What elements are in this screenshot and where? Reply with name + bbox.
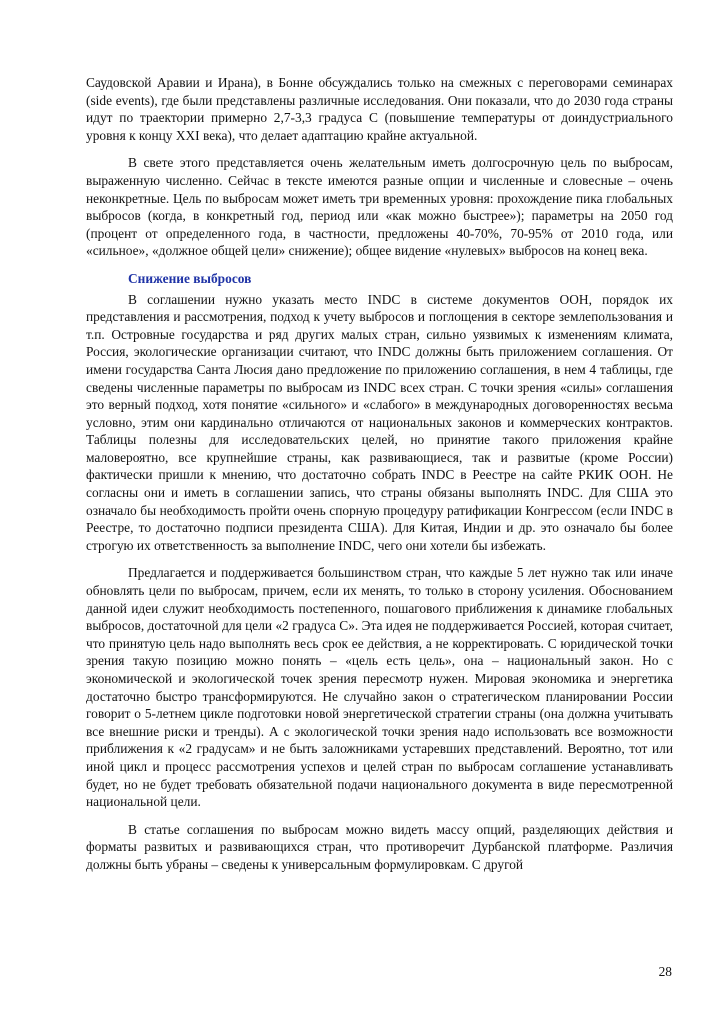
paragraph-five-year-cycle: Предлагается и поддерживается большинством стран, что каждые 5 лет нужно так или иначе обновлять цели по выбросам, причем, если их менять, то только в сторону усиления. Обоснованием данной идеи служит необходимость постепенного, пошагового приближения к динамике глобальных выбросов, достаточной для цели «2 градуса С». Эта идея не поддерживается Россией, которая считает, что принятую цель надо выполнять весь срок ее действия, а не корректировать. С юридической точки зрения такую позицию можно понять – «цель есть цель», она – национальный закон. Но с экономической и экологической точек зрения пересмотр нужен. Мировая экономика и энергетика достаточно быстро трансформируются. Не случайно закон о стратегическом планировании России говорит о 5-летнем цикле подготовки новой энергетической стратегии страны (она должна учитывать все внешние риски и тренды). А с экологической точки зрения надо использовать все возможности приближения к «2 градусам» и не быть заложниками устаревших представлений. Вероятно, тот или иной цикл и процесс рассмотрения успехов и целей стран по выбросам соглашение устанавливать будет, но не будет требовать обязательной подачи национального документа в виде пересмотренной национальной цели. (86, 565, 673, 810)
section-heading: Снижение выбросов (128, 270, 252, 286)
page-number: 28 (658, 964, 672, 979)
document-page (86, 74, 673, 884)
paragraph-emissions-article: В статье соглашения по выбросам можно видеть массу опций, разделяющих действия и форматы развитых и развивающихся стран, что противоречит Дурбанской платформе. Различия должны быть убраны – сведены к универсальным формулировкам. С другой (86, 821, 673, 872)
paragraph-continuation: Саудовской Аравии и Ирана), в Бонне обсуждались только на смежных с переговорами семинарах (side events), где были представлены различные исследования. Они показали, что до 2030 года страны идут по траектории примерно 2,7-3,3 градуса С (повышение температуры от доиндустриального уровня к концу XXI века), что делает адаптацию крайне актуальной. (86, 75, 673, 143)
paragraph-indc: В соглашении нужно указать место INDC в системе документов ООН, порядок их представления и рассмотрения, подход к учету выбросов и поглощения в секторе землепользования и т.п. Островные государства и ряд других малых стран, сильно уязвимых к изменениям климата, Россия, экологические организации считают, что INDC должны быть приложением соглашения. От имени государства Санта Люсия дано предложение по приложению соглашения, в нем 4 таблицы, где сведены численные параметры по выбросам из INDC всех стран. С точки зрения «силы» соглашения это верный подход, хотя понятие «сильного» и «слабого» в международных договоренностях весьма условно, этим они кардинально отличаются от национальных законов и коммерческих контрактов. Таблицы полезны для исследовательских целей, но принятие такого приложения крайне маловероятно, все крупнейшие страны, как развивающиеся, так и развитые (кроме России) фактически пришли к мнению, что достаточно собрать INDC в Реестре на сайте РКИК ООН. Не согласны они и иметь в соглашении запись, что страны обязаны выполнять INDC. Для США это означало бы необходимость пройти очень спорную процедуру ратификации Конгрессом (если INDC в Реестре, то достаточно подписи президента США). Для Китая, Индии и др. это означало бы более строгую их ответственность за выполнение INDC, чего они хотели бы избежать. (86, 291, 673, 553)
paragraph-long-term-goal: В свете этого представляется очень желательным иметь долгосрочную цель по выбросам, выраженную численно. Сейчас в тексте имеются разные опции и численные и словесные – очень неконкретные. Цель по выбросам может иметь три временных уровня: прохождение пика глобальных выбросов (когда, в конкретный год, период или «как можно быстрее»); параметры на 2050 год (процент от определенного года, в частности, предложены 40-70%, 70-95% от 2010 года, или «сильное», «должное общей цели» снижение); общее видение «нулевых» выбросов на конец века. (86, 155, 673, 259)
